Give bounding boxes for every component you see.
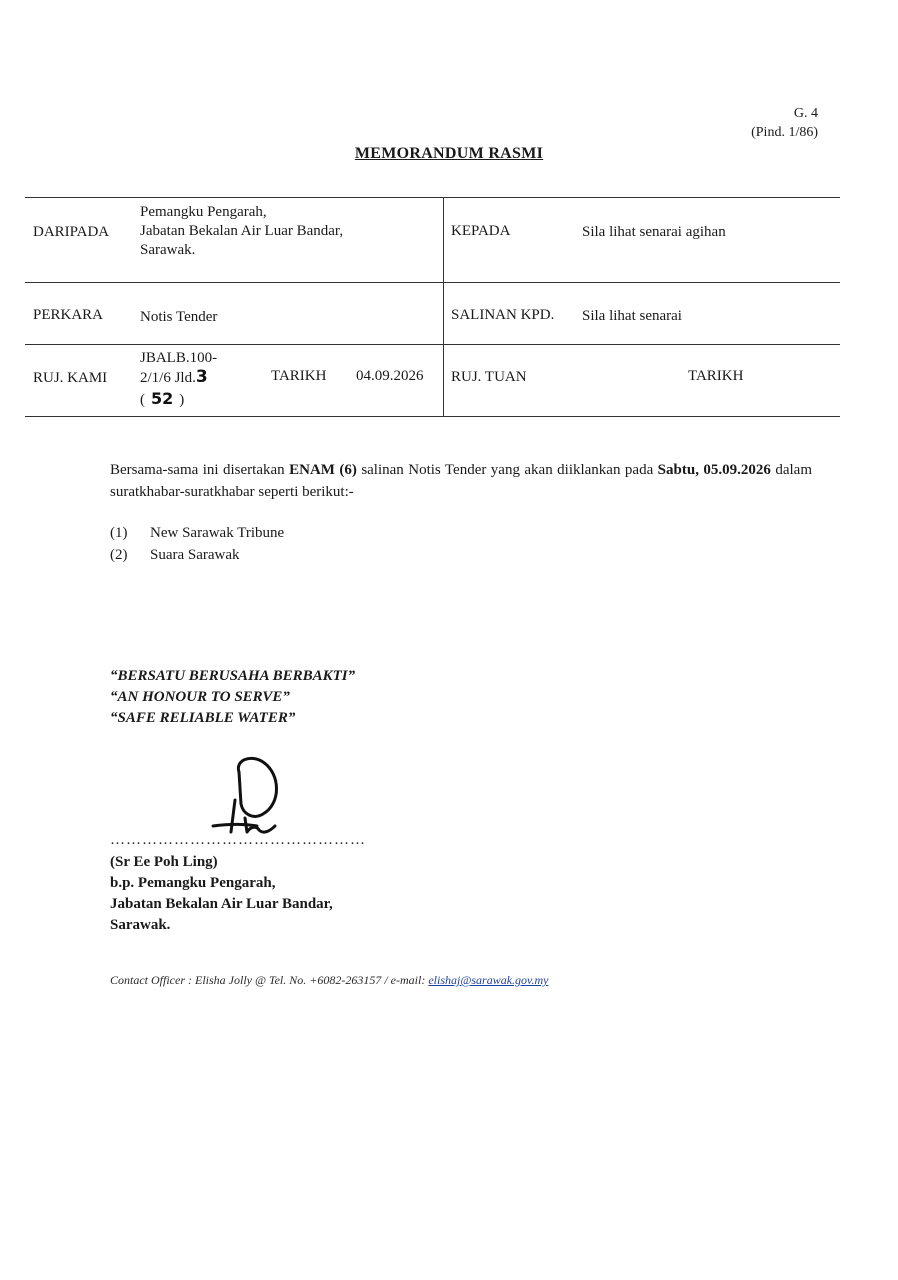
daripada-value: Pemangku Pengarah, Jabatan Bekalan Air Luar Bandar, Sarawak. (140, 204, 344, 258)
handwritten-signature (205, 752, 295, 840)
contact-line: Contact Officer : Elisha Jolly @ Tel. No. +6082-263157 / e-mail: elishaj@sarawak.gov.my (110, 973, 549, 987)
daripada-label: DARIPADA (33, 224, 110, 240)
signature-line: ………………………………………… (110, 832, 366, 848)
signer-name: (Sr Ee Poh Ling) (110, 854, 218, 870)
ruj-kami-label: RUJ. KAMI (33, 370, 108, 386)
kepada-label: KEPADA (451, 223, 511, 239)
table-row-divider (25, 344, 840, 345)
salinan-label: SALINAN KPD. (451, 307, 555, 323)
list-item: (2) Suara Sarawak (110, 547, 240, 563)
table-row-divider (25, 282, 840, 283)
perkara-label: PERKARA (33, 307, 104, 323)
perkara-value: Notis Tender (140, 309, 218, 325)
table-bottom-rule (25, 416, 840, 417)
signer-block: (Sr Ee Poh Ling) b.p. Pemangku Pengarah, Jabatan Bekalan Air Luar Bandar, Sarawak. (110, 854, 333, 933)
copies-count: ENAM (6) (289, 462, 357, 478)
handwritten-number: 52 (151, 389, 174, 408)
body-paragraph: Bersama-sama ini disertakan ENAM (6) salinan Notis Tender yang akan diiklankan pada Sabtu, 05.09.2026 dalam suratkhabar-suratkhabar seperti berikut:- (110, 462, 812, 500)
salinan-value: Sila lihat senarai (582, 308, 682, 324)
ruj-kami-value: JBALB.100- 2/1/6 Jld.3 ( 52 ) (140, 350, 218, 408)
memo-title: MEMORANDUM RASMI (354, 145, 544, 162)
table-top-rule (25, 197, 840, 198)
ruj-tuan-label: RUJ. TUAN (451, 369, 527, 385)
newspaper-list (110, 522, 284, 566)
contact-email-link[interactable]: elishaj@sarawak.gov.my (428, 973, 549, 987)
form-number: G. 4 (793, 106, 818, 121)
kepada-value: Sila lihat senarai agihan (582, 224, 726, 240)
list-item: (1) New Sarawak Tribune (110, 525, 285, 541)
tarikh-value: 04.09.2026 (356, 368, 424, 384)
publish-date: Sabtu, 05.09.2026 (657, 462, 771, 478)
form-code (751, 104, 818, 142)
handwritten-volume: 3 (195, 367, 208, 387)
table-column-divider (443, 197, 444, 417)
tarikh-label: TARIKH (271, 368, 327, 384)
motto: “BERSATU BERUSAHA BERBAKTI” “AN HONOUR TO SERVE” “SAFE RELIABLE WATER” (110, 668, 356, 726)
tarikh-tuan-label: TARIKH (688, 368, 744, 384)
form-revision: (Pind. 1/86) (751, 125, 818, 140)
